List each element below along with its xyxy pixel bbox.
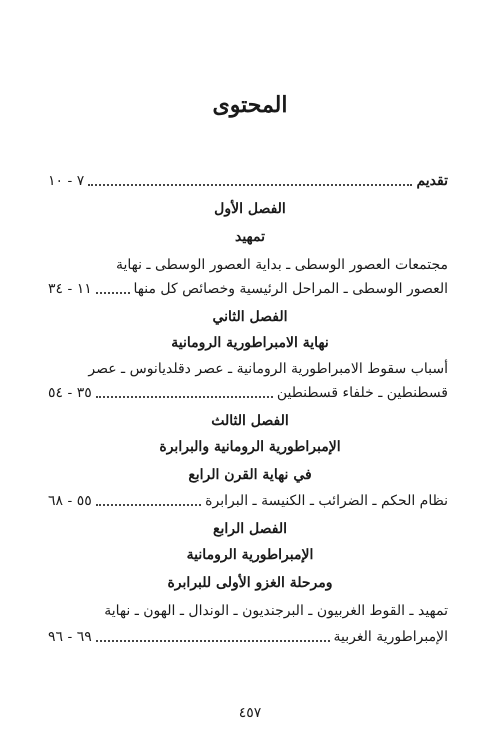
page-range: ٣٥ - ٥٤ (48, 385, 92, 401)
entry-text: قسطنطين ـ خلفاء قسطنطين (276, 385, 448, 401)
entry-line: مجتمعات العصور الوسطى ـ بداية العصور الوسطى ـ نهاية (115, 257, 448, 273)
chapter-subtitle: نهاية الامبراطورية الرومانية (171, 335, 329, 351)
entry-text: الإمبراطورية الغربية (333, 629, 448, 645)
chapter-subtitle: الإمبراطورية الرومانية (186, 547, 314, 563)
chapter-heading: الفصل الأول (214, 201, 286, 217)
chapter-heading: الفصل الثالث (211, 413, 289, 429)
entry-text: العصور الوسطى ـ المراحل الرئيسية وخصائص كل منها (133, 281, 448, 297)
entry-line: تمهيد ـ القوط الغربيون ـ البرجنديون ـ الوندال ـ الهون ـ نهاية (104, 603, 448, 619)
chapter-subtitle: الإمبراطورية الرومانية والبرابرة (159, 439, 341, 455)
page-range: ١١ - ٣٤ (48, 281, 92, 297)
page-range: ٧ - ١٠ (48, 173, 85, 189)
dot-leader (96, 396, 273, 398)
dot-leader (96, 640, 330, 642)
chapter-heading: الفصل الثاني (212, 309, 288, 325)
chapter-subtitle: ومرحلة الغزو الأولى للبرابرة (167, 575, 333, 591)
page-number: ٤٥٧ (238, 705, 262, 721)
chapter-subtitle: في نهاية القرن الرابع (188, 467, 312, 483)
dot-leader (96, 292, 130, 294)
chapter-subtitle: تمهيد (234, 229, 266, 245)
toc-entry-introduction[interactable] (48, 172, 448, 190)
dot-leader (96, 504, 201, 506)
page-range: ٦٩ - ٩٦ (48, 629, 92, 645)
chapter-heading: الفصل الرابع (213, 521, 287, 537)
page-range: ٥٥ - ٦٨ (48, 493, 92, 509)
entry-line: أسباب سقوط الامبراطورية الرومانية ـ عصر دقلديانوس ـ عصر (88, 361, 448, 377)
toc-entry-chapter-2[interactable] (48, 384, 448, 402)
entry-text: تقديم (416, 173, 448, 189)
dot-leader (88, 184, 412, 186)
entry-text: نظام الحكم ـ الضرائب ـ الكنيسة ـ البرابرة (205, 493, 448, 509)
toc-entry-chapter-4[interactable] (48, 628, 448, 646)
page-title: المحتوى (212, 92, 288, 118)
toc-entry-chapter-1[interactable] (48, 280, 448, 298)
toc-entry-chapter-3[interactable] (48, 492, 448, 510)
